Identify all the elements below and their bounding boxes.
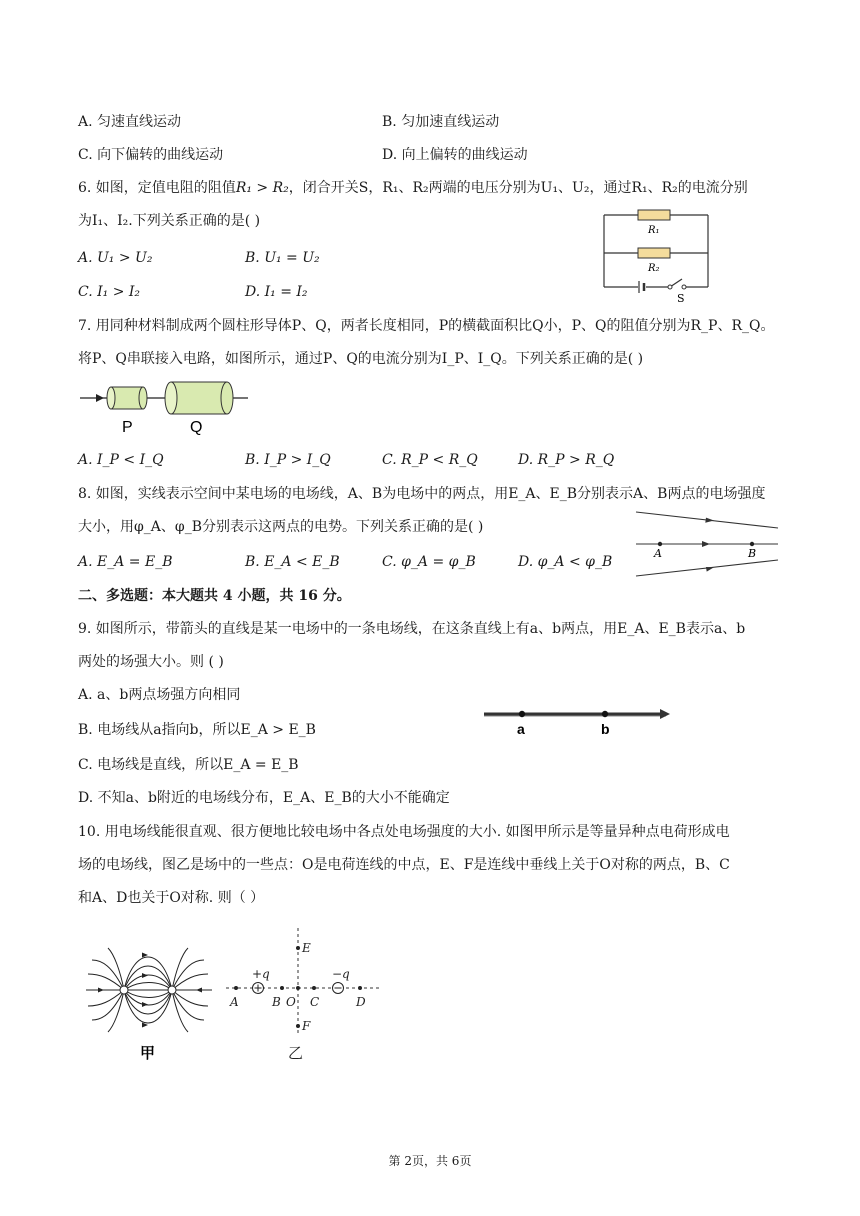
q10-fig-label-d: D	[356, 995, 366, 1009]
q9-fig-label-a: a	[517, 721, 525, 737]
q6-stem-part-a: 6. 如图，定值电阻的阻值	[78, 180, 236, 196]
q8-option-b: B. E_A < E_B	[245, 554, 340, 570]
q7-conductors-diagram	[78, 378, 253, 436]
q10-fig-label-jia: 甲	[140, 1044, 156, 1062]
q10-fig-label-yi: 乙	[288, 1044, 304, 1062]
section-2-title: 二、多选题：本大题共 4 小题，共 16 分。	[78, 588, 351, 604]
q10-fig-label-c: C	[310, 995, 320, 1009]
q10-fig-label-pos-q: +q	[252, 967, 270, 981]
q6-stem-part-b: ，闭合开关S，R₁、R₂两端的电压分别为U₁、U₂，通过R₁、R₂的电流分别	[288, 180, 748, 196]
q6-fig-label-s: S	[677, 292, 685, 305]
q5-option-c: C. 向下偏转的曲线运动	[78, 147, 224, 163]
q10-points-diagram	[224, 926, 384, 1064]
q8-option-c: C. φ_A = φ_B	[382, 554, 476, 570]
q6-stem-line1	[78, 178, 748, 198]
q6-condition: R₁ > R₂	[235, 180, 289, 196]
q7-fig-label-p: P	[122, 419, 133, 436]
q9-field-line-diagram	[482, 702, 672, 738]
q8-stem-line1: 8. 如图，实线表示空间中某电场的电场线，A、B为电场中的两点，用E_A、E_B分别表示A、B两点的电场强度	[78, 486, 766, 502]
q9-option-d: D. 不知a、b附近的电场线分布，E_A、E_B的大小不能确定	[78, 790, 450, 806]
q10-fig-label-neg-q: −q	[332, 967, 350, 981]
q6-fig-label-r2: R₂	[648, 263, 660, 274]
q8-stem-line2: 大小，用φ_A、φ_B分别表示这两点的电势。下列关系正确的是( )	[78, 519, 484, 535]
q7-fig-label-q: Q	[190, 419, 203, 436]
q6-option-c: C. I₁ > I₂	[78, 284, 141, 300]
q10-stem-line3: 和A、D也关于O对称. 则（ ）	[78, 890, 265, 906]
q7-option-a: A. I_P < I_Q	[78, 452, 164, 468]
q9-fig-label-b: b	[601, 721, 610, 737]
q10-fig-label-e: E	[302, 941, 311, 955]
q6-option-d: D. I₁ = I₂	[245, 284, 308, 300]
q5-option-d: D. 向上偏转的曲线运动	[382, 147, 528, 163]
q7-stem-line2: 将P、Q串联接入电路，如图所示，通过P、Q的电流分别为I_P、I_Q。下列关系正确的是( )	[78, 351, 644, 367]
q8-fig-label-b: B	[748, 547, 757, 560]
q10-dipole-field-diagram	[84, 946, 214, 1064]
q5-option-b: B. 匀加速直线运动	[382, 114, 500, 130]
q8-field-lines-diagram	[634, 506, 780, 578]
q9-option-b: B. 电场线从a指向b，所以E_A > E_B	[78, 722, 316, 738]
page-footer: 第 2页，共 6页	[388, 1154, 472, 1168]
q10-fig-label-o: O	[286, 995, 296, 1009]
q10-fig-label-f: F	[302, 1019, 311, 1033]
q9-stem-line2: 两处的场强大小。则 ( )	[78, 654, 224, 670]
q6-fig-label-r1: R₁	[648, 225, 660, 236]
q6-circuit-diagram	[600, 203, 712, 303]
q10-stem-line2: 场的电场线，图乙是场中的一些点：O是电荷连线的中点，E、F是连线中垂线上关于O对称的两点，B、C	[78, 857, 730, 873]
q9-option-a: A. a、b两点场强方向相同	[78, 687, 241, 703]
q10-fig-label-a: A	[230, 995, 239, 1009]
q9-stem-line1: 9. 如图所示，带箭头的直线是某一电场中的一条电场线，在这条直线上有a、b两点，用E_A、E_B表示a、b	[78, 621, 746, 637]
q9-option-c: C. 电场线是直线，所以E_A = E_B	[78, 757, 299, 773]
q8-option-d: D. φ_A < φ_B	[518, 554, 613, 570]
q10-stem-line1: 10. 用电场线能很直观、很方便地比较电场中各点处电场强度的大小. 如图甲所示是等量异种点电荷形成电	[78, 824, 730, 840]
q6-stem-line2: 为I₁、I₂.下列关系正确的是( )	[78, 213, 261, 229]
q6-option-b: B. U₁ = U₂	[245, 250, 320, 266]
q5-option-a: A. 匀速直线运动	[78, 114, 182, 130]
q7-stem-line1: 7. 用同种材料制成两个圆柱形导体P、Q，两者长度相同，P的横截面积比Q小，P、Q的阻值分别为R_P、R_Q。	[78, 318, 775, 334]
q10-fig-label-b: B	[272, 995, 281, 1009]
q8-fig-label-a: A	[654, 547, 662, 560]
q8-option-a: A. E_A = E_B	[78, 554, 173, 570]
q6-option-a: A. U₁ > U₂	[78, 250, 153, 266]
q7-option-d: D. R_P > R_Q	[518, 452, 615, 468]
q7-option-b: B. I_P > I_Q	[245, 452, 331, 468]
q7-option-c: C. R_P < R_Q	[382, 452, 478, 468]
